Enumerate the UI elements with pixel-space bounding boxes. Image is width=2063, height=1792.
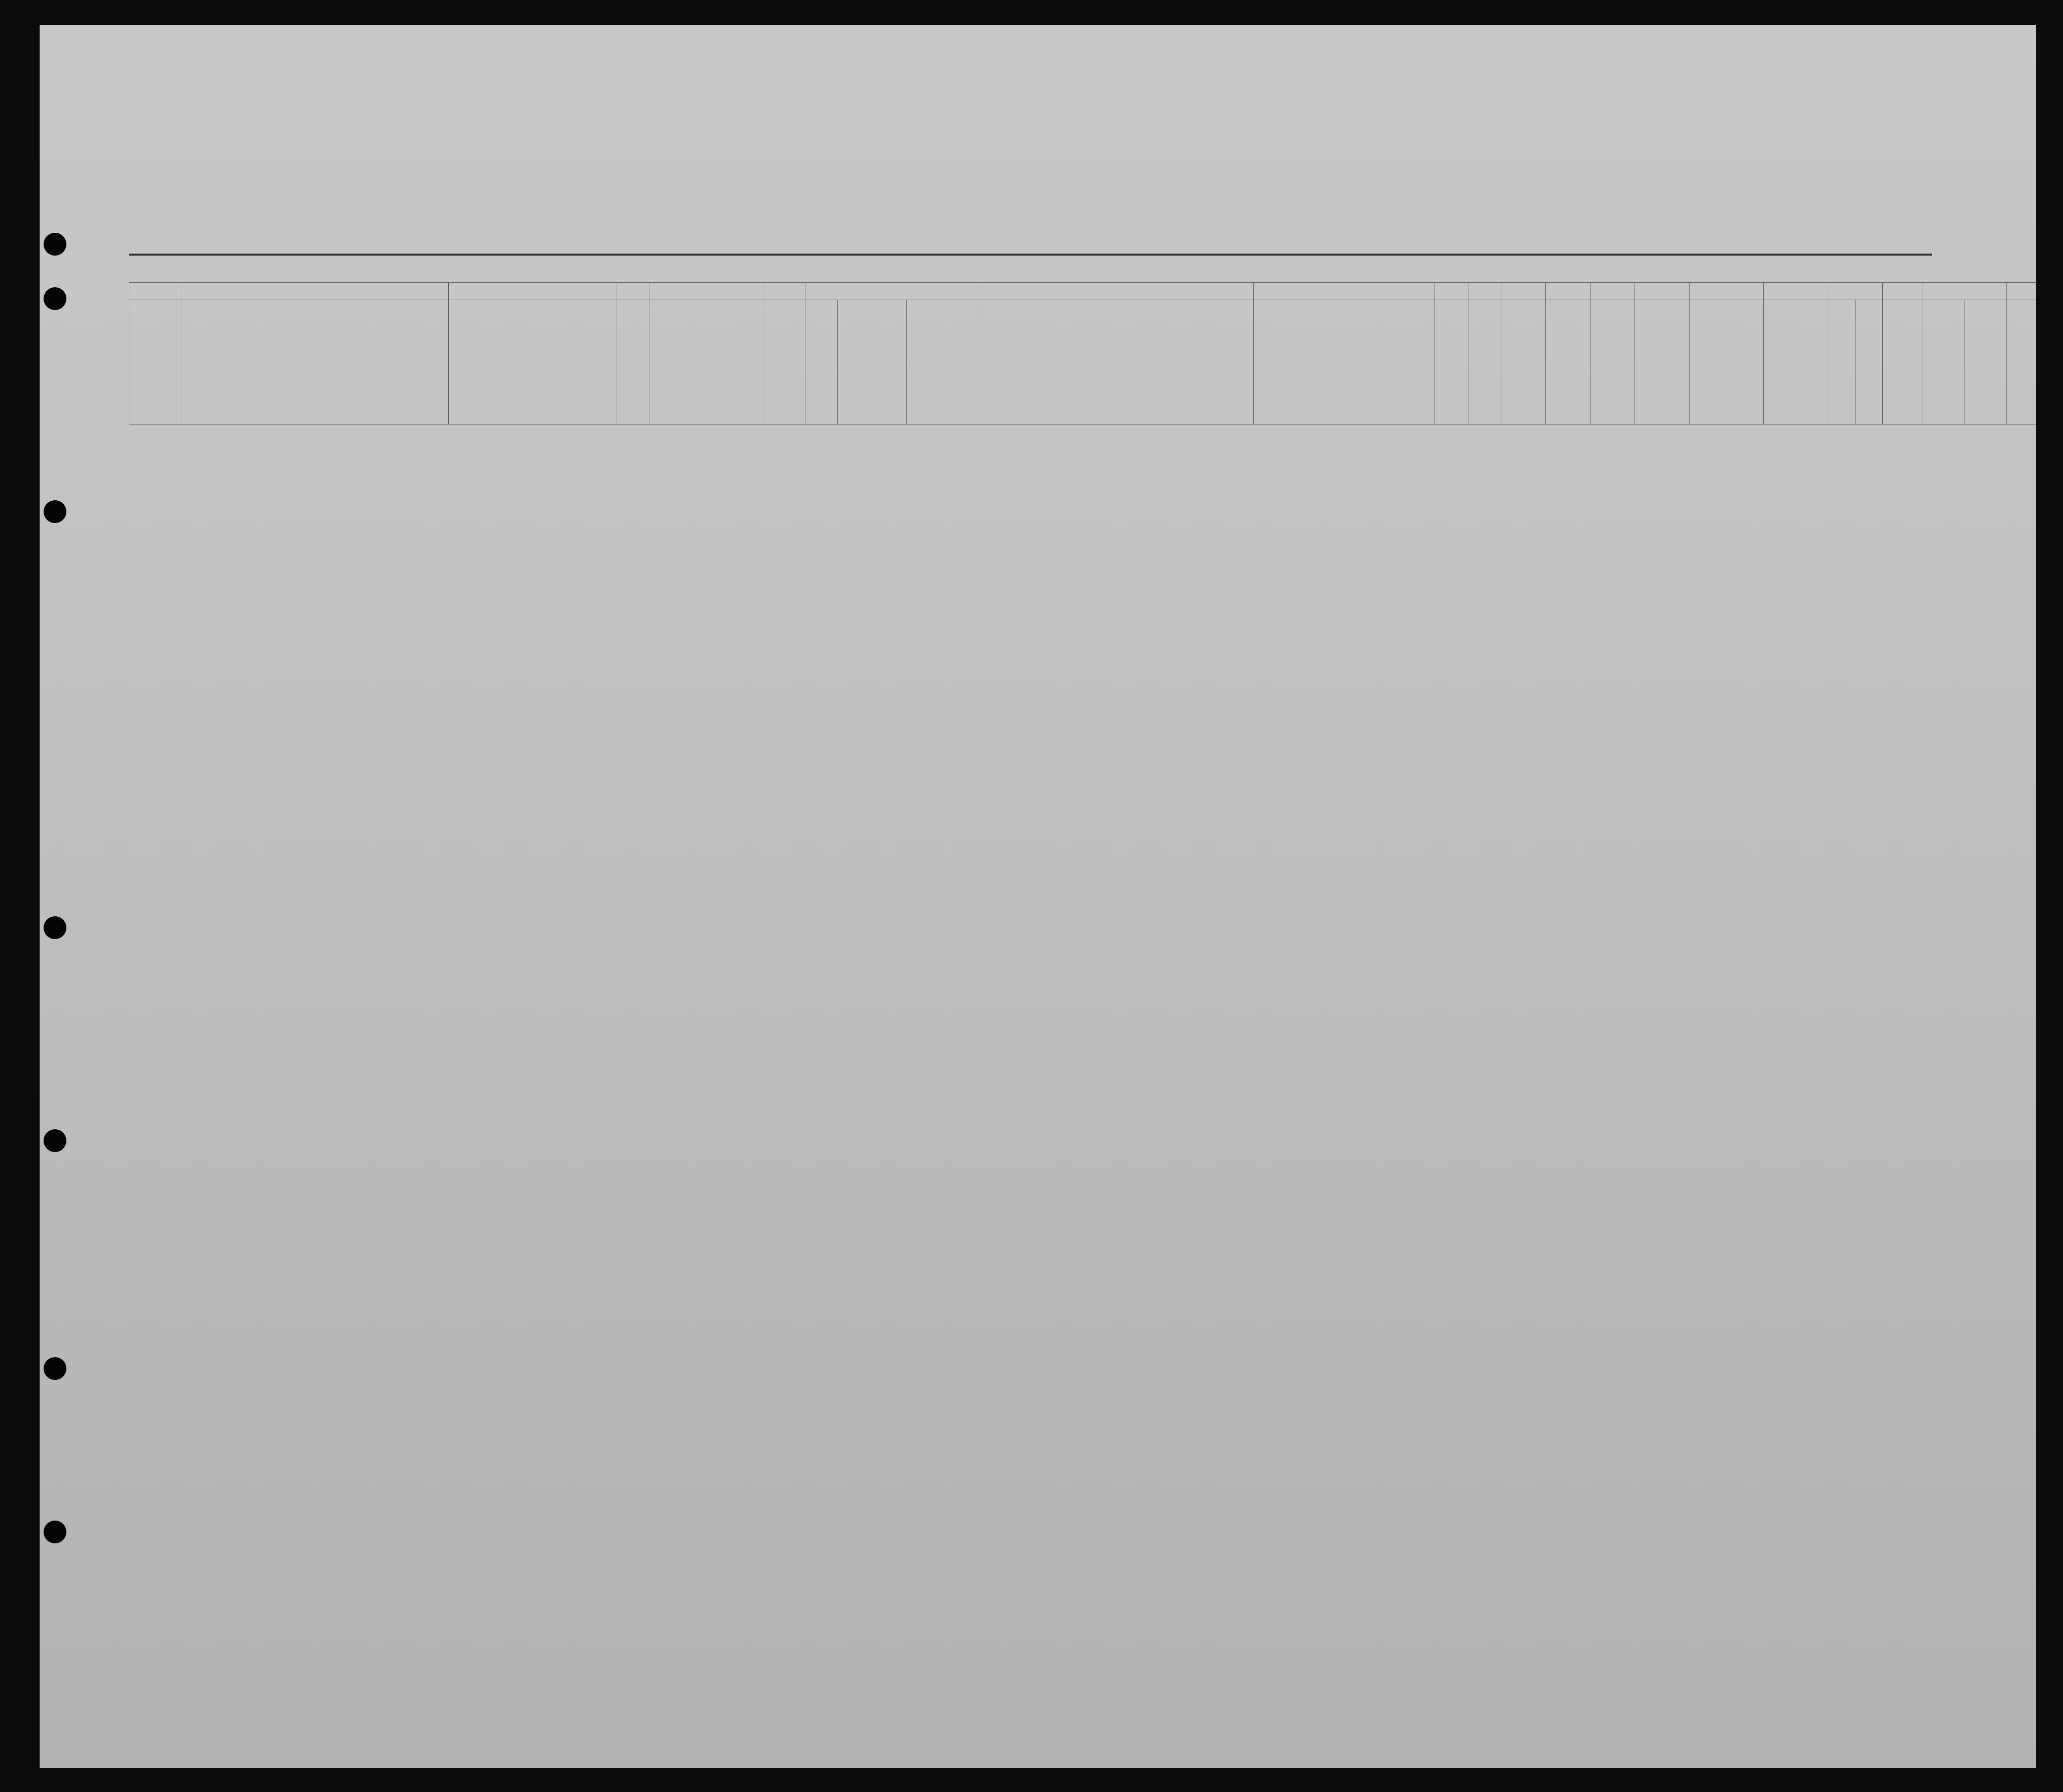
col-marks-header bbox=[2007, 300, 2036, 424]
column-number-row bbox=[129, 283, 2036, 300]
col-city-header bbox=[503, 300, 617, 424]
col-relative-header bbox=[181, 300, 449, 424]
col-complexion-header bbox=[1883, 300, 1922, 424]
col-state-header bbox=[449, 300, 503, 424]
col-inches-header bbox=[1855, 300, 1883, 424]
col-purpose-header bbox=[1254, 300, 1434, 424]
col-anarchist-header bbox=[1469, 300, 1501, 424]
manifest-sheet bbox=[40, 25, 2036, 1768]
col-health-header bbox=[1690, 300, 1764, 424]
col-polygamist-header bbox=[1434, 300, 1469, 424]
col-no-header bbox=[129, 300, 181, 424]
col-passage-header bbox=[649, 300, 763, 424]
col-eyes-header bbox=[1964, 300, 2007, 424]
col-ticket-header bbox=[617, 300, 649, 424]
header-rule bbox=[129, 254, 1932, 256]
col-feet-header bbox=[1828, 300, 1855, 424]
col-before-years bbox=[838, 300, 907, 424]
column-header-row bbox=[129, 300, 2036, 424]
col-before-yesno bbox=[805, 300, 838, 424]
col-before-where bbox=[907, 300, 976, 424]
col-hair-header bbox=[1922, 300, 1964, 424]
col-money-header bbox=[763, 300, 805, 424]
col-deformed-header bbox=[1764, 300, 1828, 424]
passenger-table bbox=[129, 282, 2036, 424]
col-join-header bbox=[976, 300, 1254, 424]
